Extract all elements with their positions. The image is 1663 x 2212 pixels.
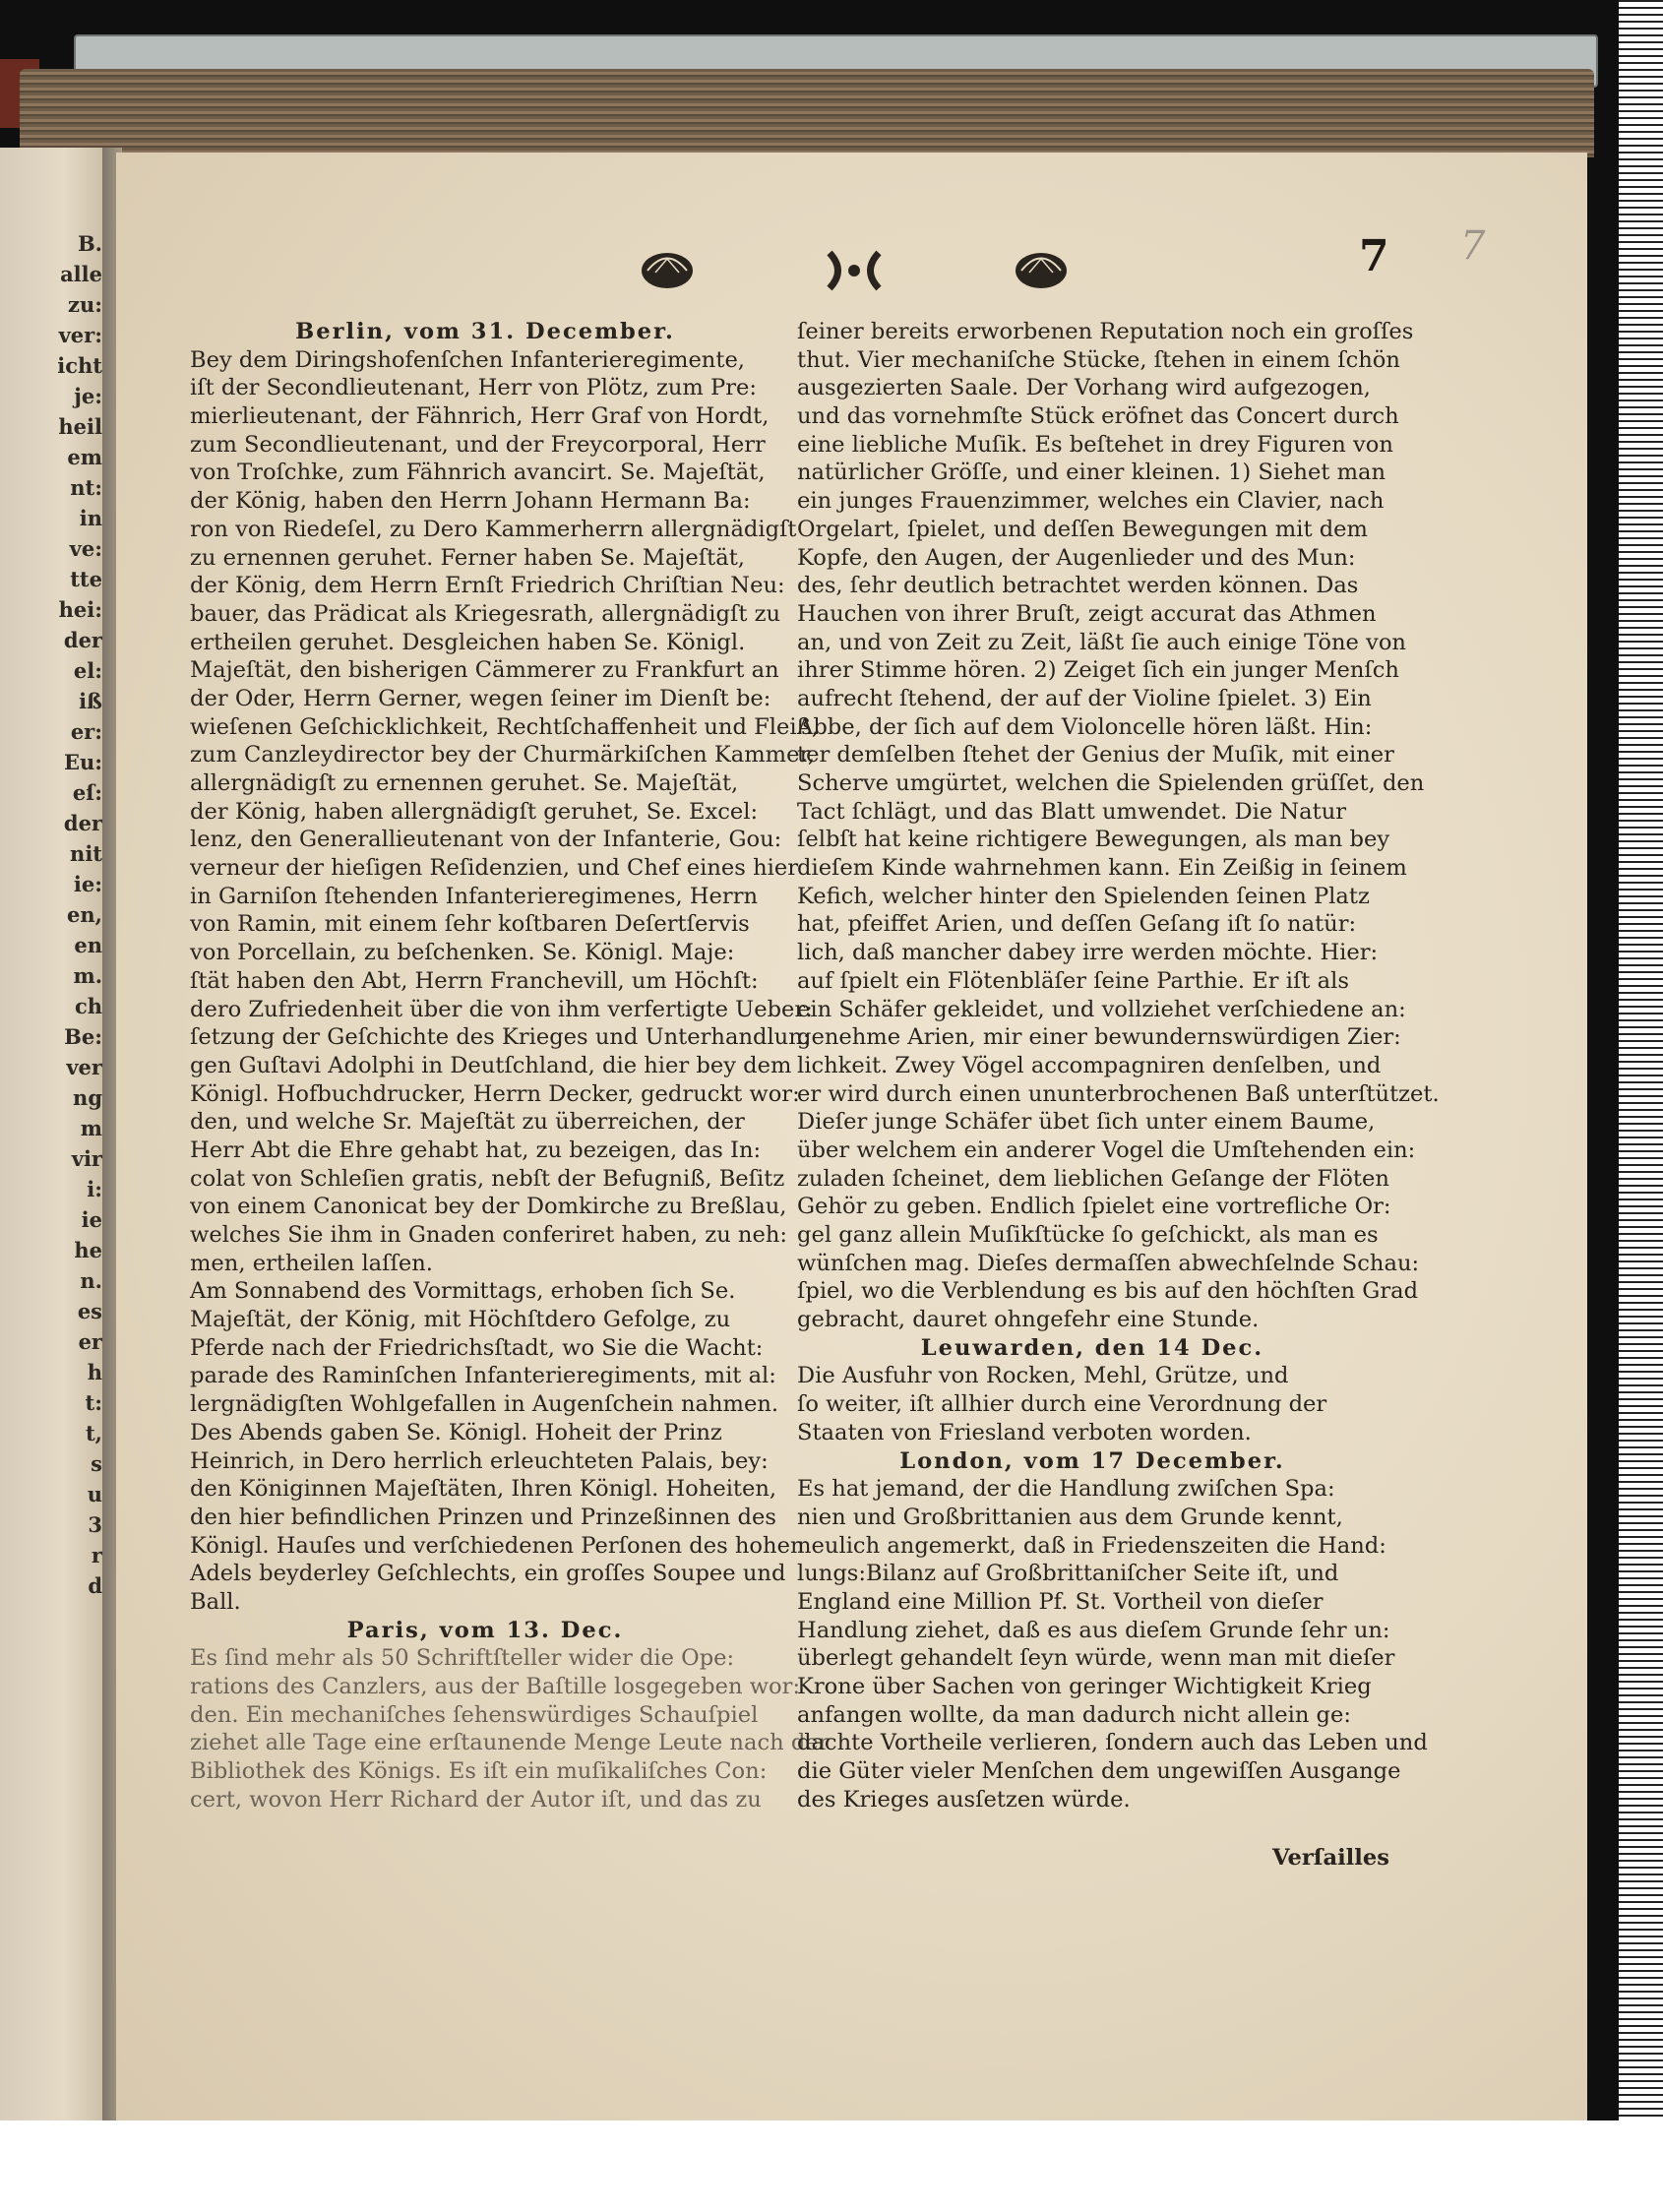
margin-fragment: s [91,1451,102,1476]
page-number: 7 [1359,231,1389,281]
text-line: den, und welche Sr. Majeſtät zu überreichen, der [190,1109,745,1136]
text-line: dero Zufriedenheit über die von ihm verfertigte Ueber: [190,996,813,1022]
text-line: Hauchen von ihrer Bruſt, zeigt accurat das Athmen [797,600,1377,627]
margin-fragment: ng [73,1085,102,1110]
text-line: gebracht, dauret ohngefehr eine Stunde. [797,1307,1260,1333]
margin-fragment: er: [70,719,102,744]
main-page [116,153,1587,2120]
text-line: den hier befindlichen Prinzen und Prinzeßinnen des [190,1504,776,1530]
text-line: Bey dem Diringshofenſchen Infanterieregimente, [190,346,745,373]
text-line: in Garniſon ſtehenden Infanterieregimenes, Herrn [190,883,759,909]
text-line: zum Secondlieutenant, und der Freycorporal, Herr [190,431,766,458]
text-line: men, ertheilen laſſen. [190,1250,433,1276]
margin-fragment: ch [74,994,102,1018]
text-line: Kefich, welcher hinter den Spielenden ſeinen Platz [797,883,1370,909]
text-line: Kopfe, den Augen, der Augenlieder und des Mun: [797,544,1356,571]
margin-fragment: ver: [58,323,102,347]
text-line: zu ernennen geruhet. Ferner haben Se. Majeſtät, [190,544,745,571]
text-line: Herr Abt die Ehre gehabt hat, zu bezeigen, das In: [190,1137,762,1163]
margin-fragment: icht [57,353,102,378]
scale-ruler [1619,0,1663,2120]
text-line: lergnädigſten Wohlgefallen in Augenſchein nahmen. [190,1391,779,1418]
margin-fragment: i: [87,1177,102,1201]
text-line: von Troſchke, zum Fähnrich avancirt. Se. Majeſtät, [190,460,766,486]
margin-fragment: er [78,1329,102,1354]
margin-fragment: m [80,1116,102,1140]
margin-fragment: iß [79,689,102,713]
text-line: des Krieges ausſetzen würde. [797,1786,1131,1813]
text-line: ſetzung der Geſchichte des Krieges und Unterhandlun: [190,1024,811,1051]
text-column-left [190,318,830,1813]
text-line: gel ganz allein Muſikſtücke ſo geſchickt, als man es [797,1222,1379,1248]
text-line: ſeiner bereits erworbenen Reputation noch ein groſſes [797,319,1414,344]
margin-fragment: alle [60,262,102,286]
margin-fragment: u [87,1482,102,1506]
text-line: die Güter vieler Menſchen dem ungewiſſen Ausgange [797,1758,1401,1785]
margin-fragment: 3 [88,1512,102,1537]
text-line: aufrecht ſtehend, der auf der Violine ſpielet. 3) Ein [797,685,1372,711]
text-line: dachte Vortheile verlieren, ſondern auch das Leben und [797,1730,1428,1756]
text-line: Am Sonnabend des Vormittags, erhoben ſich Se. [190,1278,736,1305]
text-line: von Ramin, mit einem ſehr koſtbaren Deſertſervis [190,911,750,938]
text-line: Des Abends gaben Se. Königl. Hoheit der Prinz [190,1419,722,1445]
text-line: wieſenen Geſchicklichkeit, Rechtſchaffenheit und Fleiß, [190,713,819,740]
margin-fragment: zu: [68,292,102,317]
margin-fragment: ver [66,1055,102,1079]
margin-fragment: en, [67,902,102,927]
header-ornament [628,241,1080,300]
double-crescent-ornament-icon [830,253,879,288]
left-page-fragment [0,148,108,2120]
margin-fragment: ie: [73,872,102,896]
text-line: Krone über Sachen von geringer Wichtigkeit Krieg [797,1674,1372,1699]
text-line: thut. Vier mechaniſche Stücke, ſtehen in einem ſchön [797,346,1400,373]
text-line: Königl. Hauſes und verſchiedenen Perſonen des hohen [190,1532,805,1559]
text-line: der König, haben allergnädigſt geruhet, Se. Excel: [190,798,759,825]
text-line: von Porcellain, zu beſchenken. Se. Königl. Maje: [190,940,735,966]
section-heading: Leuwarden, den 14 Dec. [920,1334,1264,1361]
text-line: iſt der Secondlieutenant, Herr von Plötz, zum Pre: [190,375,758,401]
text-line: Adels beyderley Geſchlechts, ein groſſes Soupee und [190,1561,786,1587]
text-line: anfangen wollte, da man dadurch nicht allein ge: [797,1701,1352,1728]
text-line: zuladen ſcheinet, dem lieblichen Geſange der Flöten [797,1165,1389,1192]
text-line: ron von Riedeſel, zu Dero Kammerherrn allergnädigſt [190,516,797,542]
text-line: ſpiel, wo die Verblendung es bis auf den höchſten Grad [797,1278,1419,1305]
text-line: des, ſehr deutlich betrachtet werden können. Das [797,573,1359,599]
text-line: ſtät haben den Abt, Herrn Franchevill, um Höchſt: [190,967,759,994]
text-line: nien und Großbrittanien aus dem Grunde kennt, [797,1504,1343,1530]
text-line: neulich angemerkt, daß in Friedenszeiten die Hand: [797,1532,1386,1559]
text-line: ihrer Stimme hören. 2) Zeiget ſich ein junger Menſch [797,657,1399,684]
book-page-edges [20,69,1594,157]
margin-fragment: der [63,811,102,835]
text-line: ſelbſt hat keine richtigere Bewegungen, als man bey [797,827,1390,853]
section-heading: Berlin, vom 31. December. [295,319,675,344]
margin-fragment: t: [85,1390,102,1415]
text-line: den. Ein mechaniſches ſehenswürdiges Schauſpiel [190,1701,759,1728]
margin-fragment: he [74,1238,102,1262]
text-line: ein junges Frauenzimmer, welches ein Clavier, nach [797,488,1385,515]
shell-ornament-left-icon [642,253,693,288]
text-line: Die Ausfuhr von Rocken, Mehl, Grütze, und [797,1363,1289,1389]
text-line: Abbe, der ſich auf dem Violoncelle hören läßt. Hin: [797,713,1373,740]
text-line: Handlung ziehet, daß es aus dieſem Grunde ſehr un: [797,1617,1390,1643]
text-line: natürlicher Gröſſe, und einer kleinen. 1) Siehet man [797,460,1386,486]
text-line: lich, daß mancher dabey irre werden möchte. Hier: [797,940,1379,966]
text-line: rations des Canzlers, aus der Baſtille losgegeben wor: [190,1674,801,1699]
margin-fragment: vir [71,1146,102,1171]
text-line: bauer, das Prädicat als Kriegesrath, allergnädigſt zu [190,600,781,627]
text-line: Es ſind mehr als 50 Schriftſteller wider die Ope: [190,1645,735,1672]
text-line: Königl. Hofbuchdrucker, Herrn Decker, gedruckt wor: [190,1080,800,1107]
text-line: lungs:Bilanz auf Großbrittaniſcher Seite iſt, und [797,1561,1339,1587]
margin-fragment: h [87,1360,102,1384]
text-line: allergnädigſt zu ernennen geruhet. Se. Majeſtät, [190,770,739,796]
text-line: zum Canzleydirector bey der Churmärkiſchen Kammer, [190,742,815,768]
text-line: hat, pfeiffet Arien, und deſſen Geſang iſt ſo natür: [797,911,1357,938]
margin-fragment: ve: [69,536,102,561]
text-line: ziehet alle Tage eine erſtaunende Menge Leute nach der [190,1730,830,1756]
margin-fragment: el: [73,658,102,683]
margin-fragment: em [67,445,102,469]
text-line: gen Guſtavi Adolphi in Deutſchland, die hier bey dem [190,1052,792,1078]
text-line: Orgelart, ſpielet, und deſſen Bewegungen mit dem [797,516,1368,542]
text-line: den Königinnen Majeſtäten, Ihren Königl. Hoheiten, [190,1476,777,1503]
text-line: eine liebliche Muſik. Es beſtehet in drey Figuren von [797,431,1393,458]
text-line: lichkeit. Zwey Vögel accompagniren denſelben, und [797,1052,1382,1078]
margin-fragment: Eu: [63,750,102,774]
text-line: Es hat jemand, der die Handlung zwiſchen Spa: [797,1476,1335,1503]
margin-fragment: en [74,933,102,957]
text-line: der König, dem Herrn Ernſt Friedrich Chriſtian Neu: [190,573,785,599]
text-line: an, und von Zeit zu Zeit, läßt ſie auch einige Töne von [797,629,1406,655]
margin-fragment: hei: [58,597,102,622]
margin-fragment: Be: [64,1024,102,1049]
text-line: welches Sie ihm in Gnaden conferiret haben, zu neh: [190,1222,788,1248]
text-line: parade des Raminſchen Infanterieregiments, mit al: [190,1363,776,1389]
text-line: dieſem Kinde wahrnehmen kann. Ein Zeißig in ſeinem [797,855,1407,882]
margin-fragment: d [88,1573,102,1598]
text-line: cert, wovon Herr Richard der Autor iſt, und das zu [190,1786,762,1813]
text-line: verneur der hieſigen Reſidenzien, und Chef eines hier [190,855,799,882]
catchword: Verſailles [1272,1845,1389,1871]
section-heading: Paris, vom 13. Dec. [346,1617,624,1643]
margin-fragment: heil [58,414,102,439]
margin-fragment: der [63,628,102,652]
margin-fragment: es [77,1299,102,1323]
text-line: genehme Arien, mir einer bewundernswürdigen Zier: [797,1024,1401,1051]
text-line: Bibliothek des Königs. Es iſt ein muſikaliſches Con: [190,1758,768,1785]
text-line: Majeſtät, der König, mit Höchſtdero Gefolge, zu [190,1307,731,1333]
shell-ornament-right-icon [1016,253,1067,288]
margin-fragment: n. [80,1268,102,1293]
section-heading: London, vom 17 December. [899,1447,1285,1474]
text-line: mierlieutenant, der Fähnrich, Herr Graf von Hordt, [190,403,770,430]
text-line: der König, haben den Herrn Johann Hermann Ba: [190,488,751,515]
text-line: Staaten von Friesland verboten worden. [797,1419,1252,1445]
margin-fragment: eſ: [72,780,102,805]
text-line: über welchem ein anderer Vogel die Umſtehenden ein: [797,1137,1416,1163]
text-line: ertheilen geruhet. Desgleichen haben Se. Königl. [190,629,746,655]
bottom-margin [0,2120,1663,2212]
margin-fragment: nt: [70,475,102,500]
text-line: England eine Million Pf. St. Vortheil von dieſer [797,1588,1324,1615]
pencil-annotation: 7 [1460,223,1486,269]
text-line: Heinrich, in Dero herrlich erleuchteten Palais, bey: [190,1447,769,1474]
margin-fragment: je: [74,384,102,408]
text-line: Pferde nach der Friedrichsſtadt, wo Sie die Wacht: [190,1334,764,1361]
margin-fragment: r [91,1543,102,1567]
margin-fragment: ie [81,1207,102,1232]
text-line: Scherve umgürtet, welchen die Spielenden grüſſet, den [797,770,1425,796]
margin-fragment: tte [70,567,102,591]
text-line: ein Schäfer gekleidet, und vollziehet verſchiedene an: [797,996,1406,1022]
text-line: lenz, den Generallieutenant von der Infanterie, Gou: [190,827,782,853]
text-line: Dieſer junge Schäfer übet ſich unter einem Baume, [797,1109,1376,1136]
text-line: auf ſpielt ein Flötenbläſer ſeine Parthie. Er iſt als [797,967,1349,994]
text-line: wünſchen mag. Dieſes dermaſſen abwechſelnde Schau: [797,1250,1420,1276]
text-line: Tact ſchlägt, und das Blatt umwendet. Die Natur [797,798,1347,825]
margin-fragment: nit [70,841,102,866]
margin-fragment: m. [73,963,102,988]
text-column-right [797,318,1440,1813]
margin-fragment: in [79,506,102,530]
text-line: Gehör zu geben. Endlich ſpielet eine vortrefliche Or: [797,1194,1391,1220]
text-line: der Oder, Herrn Gerner, wegen ſeiner im Dienſt be: [190,685,771,711]
text-line: ter demſelben ſtehet der Genius der Muſik, mit einer [797,742,1394,768]
text-line: ausgezierten Saale. Der Vorhang wird aufgezogen, [797,375,1371,401]
text-line: colat von Schleſien gratis, nebſt der Befugniß, Beſitz [190,1165,785,1192]
margin-fragment: t, [85,1421,102,1445]
text-line: Majeſtät, den bisherigen Cämmerer zu Frankfurt an [190,657,779,684]
text-line: überlegt gehandelt ſeyn würde, wenn man mit dieſer [797,1645,1395,1672]
text-line: er wird durch einen ununterbrochenen Baß unterſtützet. [797,1080,1440,1107]
text-line: von einem Canonicat bey der Domkirche zu Breßlau, [190,1194,787,1220]
text-line: ſo weiter, iſt allhier durch eine Verordnung der [797,1391,1327,1418]
text-line: und das vornehmſte Stück eröfnet das Concert durch [797,403,1399,430]
text-line: Ball. [190,1588,241,1615]
margin-fragment: B. [77,231,102,256]
